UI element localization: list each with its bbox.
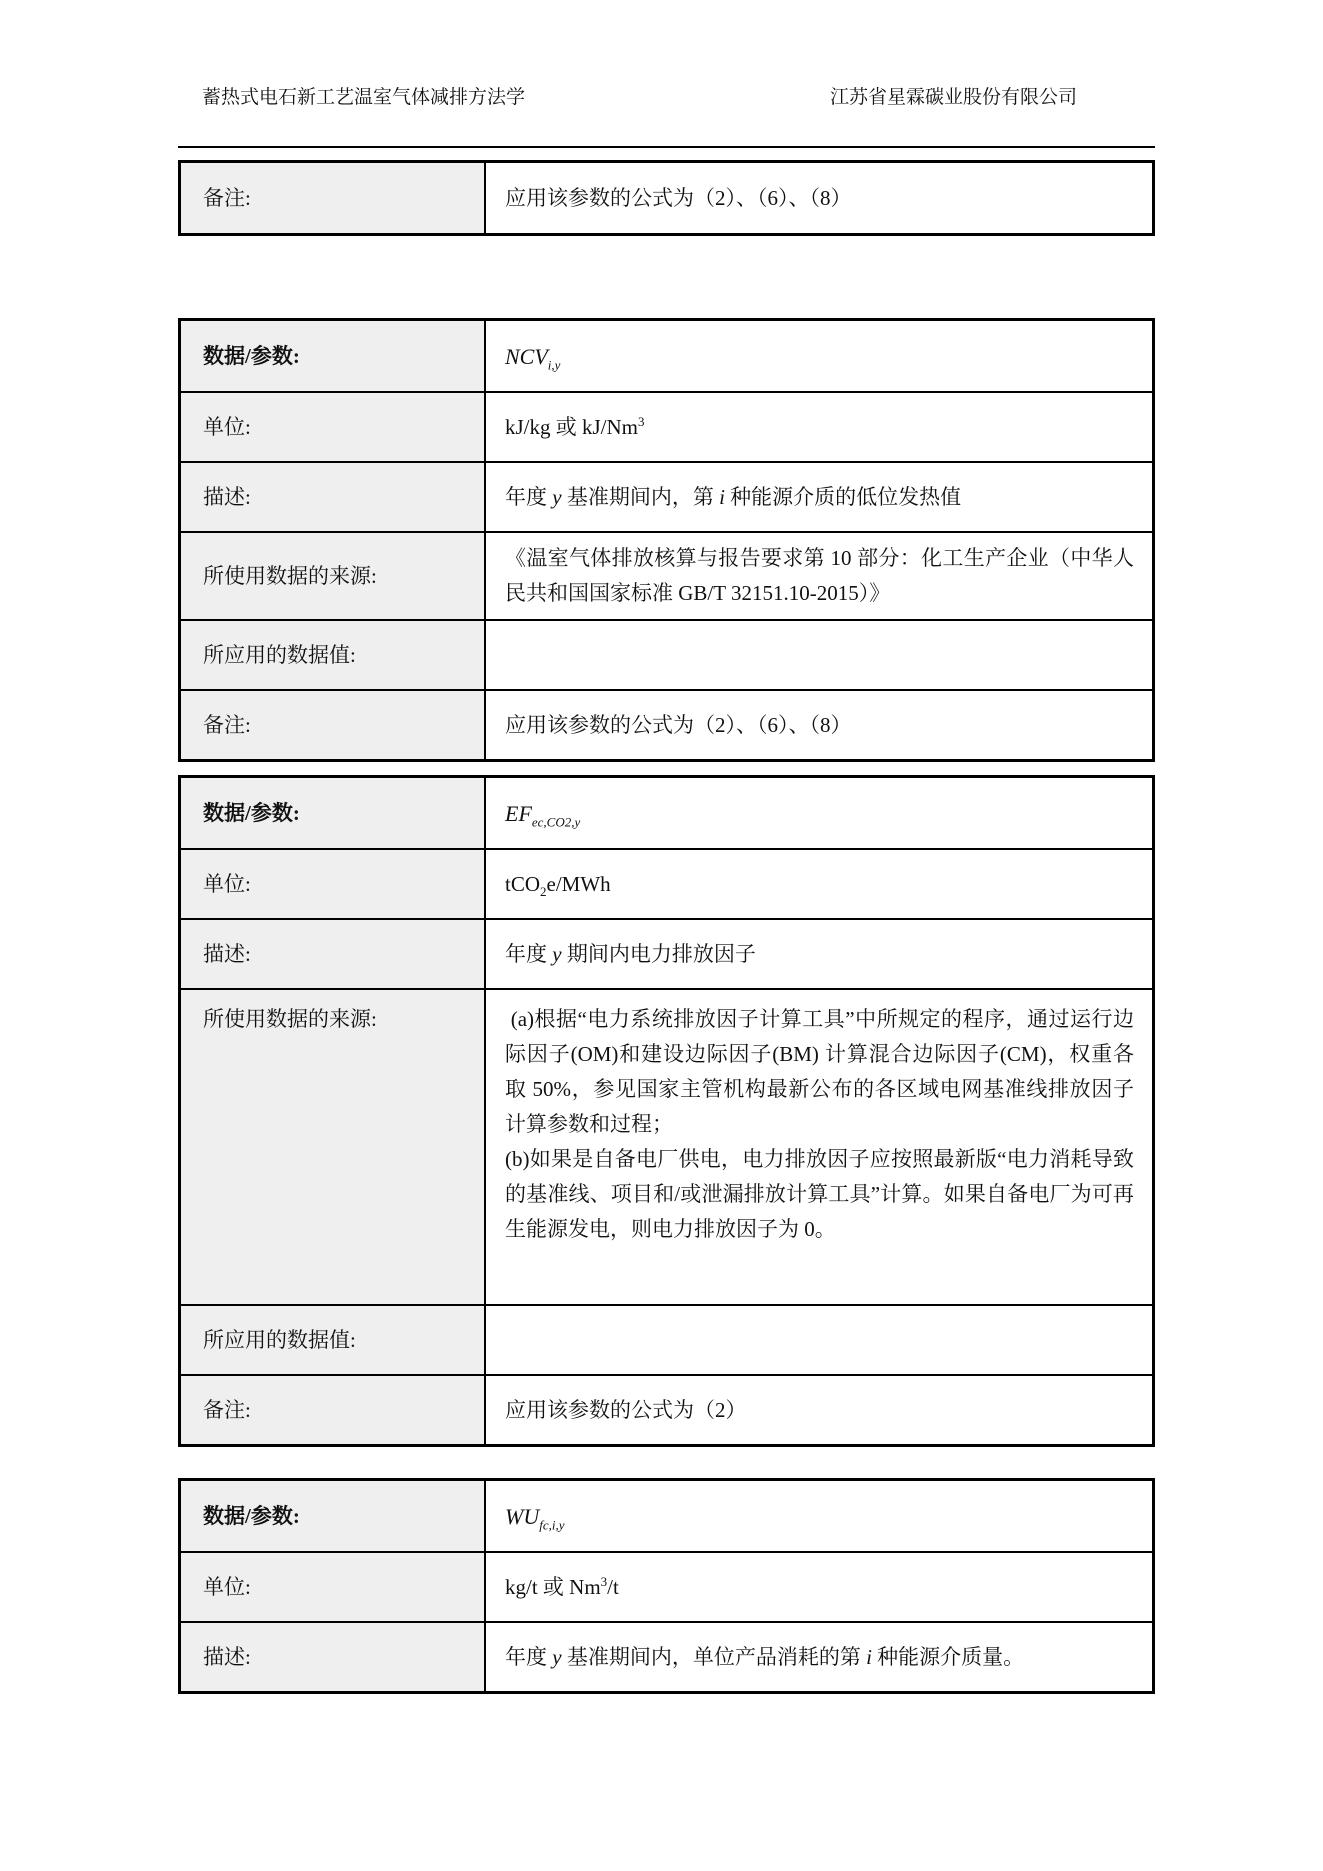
row-value: kJ/kg 或 kJ/Nm$^3$ bbox=[505, 413, 645, 439]
row-label-cell bbox=[181, 1553, 486, 1621]
parameter-symbol: $EF_{ec,CO2,y}$ bbox=[505, 800, 581, 829]
table-row-parameter bbox=[181, 1481, 1152, 1551]
row-label: 描述: bbox=[203, 484, 251, 509]
company-name: 江苏省星霖碳业股份有限公司 bbox=[829, 87, 1077, 108]
row-value-cell bbox=[486, 1306, 1152, 1374]
table-row-unit bbox=[181, 391, 1152, 461]
row-value-cell bbox=[486, 533, 1152, 619]
row-value-cell bbox=[486, 1481, 1152, 1551]
row-label-cell bbox=[181, 1306, 486, 1374]
table-row-unit bbox=[181, 1551, 1152, 1621]
row-value: 年度 y 期间内电力排放因子 bbox=[505, 941, 756, 966]
parameter-table-ncv bbox=[178, 318, 1155, 762]
table-row-description bbox=[181, 918, 1152, 988]
row-value: 应用该参数的公式为（2）、（6）、（8） bbox=[505, 185, 852, 210]
parameter-symbol: $NCV_{i,y}$ bbox=[505, 343, 561, 372]
row-label-cell bbox=[181, 691, 486, 759]
row-label-cell bbox=[181, 1376, 486, 1444]
row-value-cell bbox=[486, 1553, 1152, 1621]
row-value: 应用该参数的公式为（2） bbox=[505, 1397, 747, 1422]
page-header bbox=[178, 86, 1155, 110]
table-row-description bbox=[181, 461, 1152, 531]
row-value-cell bbox=[486, 393, 1152, 461]
row-label: 描述: bbox=[203, 941, 251, 966]
table-row-remark bbox=[181, 689, 1152, 759]
row-value-cell bbox=[486, 321, 1152, 391]
row-label: 描述: bbox=[203, 1644, 251, 1669]
row-value: 《温室气体排放核算与报告要求第 10 部分：化工生产企业（中华人民共和国国家标准 GB/T 32151.10-2015）》 bbox=[505, 546, 1134, 605]
row-label-cell bbox=[181, 990, 486, 1304]
row-label-cell bbox=[181, 321, 486, 391]
row-label: 备注: bbox=[203, 712, 251, 737]
row-label-cell bbox=[181, 533, 486, 619]
row-value: (a)根据“电力系统排放因子计算工具”中所规定的程序，通过运行边际因子(OM)和建设边际因子(BM) 计算混合边际因子(CM)，权重各取 50%，参见国家主管机构最新公布的各区域电网基准线排放因子计算参数和过程； (b)如果是自备电厂供电，电力排放因子应按照最新版“电力消耗导致的基准线、项目和/或泄漏排放计算工具”计算。如果自备电厂为可再生能源发电，则电力排放因子为 0。 bbox=[505, 1007, 1134, 1241]
row-value: 应用该参数的公式为（2）、（6）、（8） bbox=[505, 712, 852, 737]
row-value-cell bbox=[486, 163, 1152, 233]
row-label: 数据/参数: bbox=[203, 1503, 300, 1528]
row-value-cell bbox=[486, 920, 1152, 988]
row-label: 所使用数据的来源: bbox=[203, 563, 377, 588]
table-row-parameter bbox=[181, 321, 1152, 391]
row-label: 所应用的数据值: bbox=[203, 642, 356, 667]
row-label: 备注: bbox=[203, 185, 251, 210]
row-label-cell bbox=[181, 163, 486, 233]
row-value: 年度 y 基准期间内，第 i 种能源介质的低位发热值 bbox=[505, 484, 962, 509]
row-label: 单位: bbox=[203, 414, 251, 439]
parameter-table-ef bbox=[178, 775, 1155, 1447]
row-label-cell bbox=[181, 621, 486, 689]
row-label: 所使用数据的来源: bbox=[203, 1007, 377, 1031]
row-label: 数据/参数: bbox=[203, 800, 300, 825]
row-value-cell bbox=[486, 1623, 1152, 1691]
table-row-parameter bbox=[181, 778, 1152, 848]
row-label-cell bbox=[181, 1623, 486, 1691]
parameter-symbol: $WU_{fc,i,y}$ bbox=[505, 1503, 565, 1532]
parameter-table-fragment bbox=[178, 160, 1155, 236]
row-label-cell bbox=[181, 1481, 486, 1551]
row-label: 单位: bbox=[203, 871, 251, 896]
row-label: 数据/参数: bbox=[203, 343, 300, 368]
row-label-cell bbox=[181, 920, 486, 988]
row-value: tCO$_2$e/MWh bbox=[505, 871, 611, 899]
row-label-cell bbox=[181, 393, 486, 461]
table-row-unit bbox=[181, 848, 1152, 918]
header-rule bbox=[178, 146, 1155, 148]
row-value-cell bbox=[486, 621, 1152, 689]
row-value-cell bbox=[486, 1376, 1152, 1444]
parameter-table-wu bbox=[178, 1478, 1155, 1694]
table-row-data-source bbox=[181, 988, 1152, 1304]
table-row-data-value bbox=[181, 1304, 1152, 1374]
row-value-cell bbox=[486, 990, 1152, 1304]
row-value: 年度 y 基准期间内，单位产品消耗的第 i 种能源介质量。 bbox=[505, 1644, 1025, 1669]
row-value-cell bbox=[486, 850, 1152, 918]
table-row-data-source bbox=[181, 531, 1152, 619]
table-row-remark bbox=[181, 1374, 1152, 1444]
row-label: 单位: bbox=[203, 1574, 251, 1599]
row-label-cell bbox=[181, 463, 486, 531]
row-value-cell bbox=[486, 691, 1152, 759]
row-label: 备注: bbox=[203, 1397, 251, 1422]
row-value-cell bbox=[486, 778, 1152, 848]
row-label-cell bbox=[181, 778, 486, 848]
table-row-remark bbox=[181, 163, 1152, 233]
table-row-data-value bbox=[181, 619, 1152, 689]
row-label: 所应用的数据值: bbox=[203, 1327, 356, 1352]
row-value-cell bbox=[486, 463, 1152, 531]
row-value: kg/t 或 Nm$^3$/t bbox=[505, 1573, 619, 1599]
table-row-description bbox=[181, 1621, 1152, 1691]
doc-title: 蓄热式电石新工艺温室气体减排方法学 bbox=[202, 87, 526, 108]
row-label-cell bbox=[181, 850, 486, 918]
